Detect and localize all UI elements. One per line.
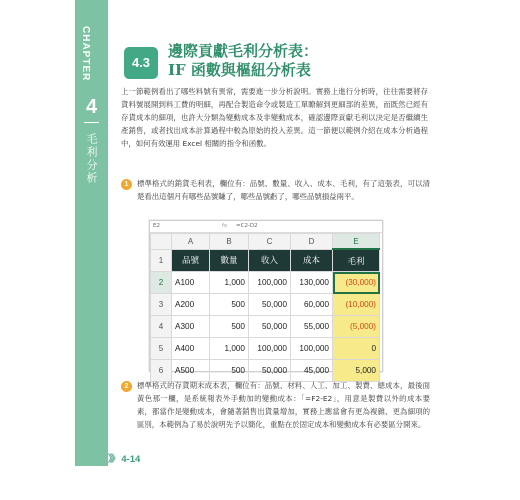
header-cell: 毛利 (333, 249, 380, 272)
table-header-row (151, 249, 380, 272)
note-text: 標準格式的存貨期末成本表，欄位有：品號、材料、人工、加工、製費、總成本，最後面黃色那一欄，是系統報表外手動加的變動成本：「=F2-E2」，用意是製費以外的成本要素，都當作是變動成本，會隨著銷售出貨量增加，實務上應當會有更為複雜、更為細項的區別，本範例為了易於說明先予以簡化，重點在於固定成本和變動成本有必要區分開來。 (137, 381, 430, 429)
column-header: A (172, 234, 210, 250)
cell: A100 (172, 272, 210, 294)
cell: 100,000 (291, 338, 333, 360)
cell: 0 (333, 338, 380, 360)
chapter-title: 毛利分析 (85, 133, 98, 185)
column-header: D (291, 234, 333, 250)
chapter-divider (84, 122, 99, 123)
cell: 50,000 (249, 294, 291, 316)
chapter-band (75, 0, 108, 466)
column-header: B (210, 234, 249, 250)
cell: 500 (210, 294, 249, 316)
header-cell: 成本 (291, 249, 333, 272)
formula-bar (150, 221, 382, 233)
row-number: 3 (151, 294, 172, 316)
section-title-line-2: IF 函數與樞紐分析表 (168, 61, 311, 79)
note-text: 標準格式的銷貨毛利表，欄位有：品號、數量、收入、成本、毛利，有了這張表，可以清楚看出這個月有哪些品號賺了，哪些品號虧了，哪些品號損益兩平。 (137, 179, 430, 201)
excel-screenshot (149, 220, 383, 375)
note-number-badge: 2 (121, 381, 132, 392)
column-header: C (249, 234, 291, 250)
cell: 1,000 (210, 338, 249, 360)
cell: (30,000) (333, 272, 380, 294)
cell: A500 (172, 360, 210, 382)
row-number: 5 (151, 338, 172, 360)
cell: A200 (172, 294, 210, 316)
row-number: 6 (151, 360, 172, 382)
column-header-row (151, 234, 380, 250)
chapter-word: CHAPTER (80, 26, 91, 82)
note-number-badge: 1 (121, 179, 132, 190)
cell: 60,000 (291, 294, 333, 316)
table-row (151, 294, 380, 316)
cell: 100,000 (249, 338, 291, 360)
page-footer (108, 451, 140, 465)
header-cell: 品號 (172, 249, 210, 272)
section-number-badge: 4.3 (124, 47, 158, 79)
table-row (151, 338, 380, 360)
cell: 130,000 (291, 272, 333, 294)
row-number: 1 (151, 249, 172, 272)
header-cell: 收入 (249, 249, 291, 272)
section-title-line-1: 邊際貢獻毛利分析表： (168, 42, 319, 60)
name-box: E2 (153, 223, 160, 229)
cell: A300 (172, 316, 210, 338)
cell: 500 (210, 360, 249, 382)
cell: (10,000) (333, 294, 380, 316)
cell: A400 (172, 338, 210, 360)
cell: 50,000 (249, 316, 291, 338)
formula-text: =C2-D2 (236, 223, 258, 229)
cell: 5,000 (333, 360, 380, 382)
row-number: 4 (151, 316, 172, 338)
section-title (168, 42, 318, 80)
fx-icon: fx (222, 223, 228, 229)
spreadsheet-grid (150, 233, 380, 382)
table-row (151, 360, 380, 382)
column-header: E (333, 234, 380, 250)
cell: 1,000 (210, 272, 249, 294)
page-arrows-icon: 》》 (108, 454, 119, 465)
corner-cell (151, 234, 172, 250)
cell: 500 (210, 316, 249, 338)
cell: (5,000) (333, 316, 380, 338)
cell: 50,000 (249, 360, 291, 382)
cell: 45,000 (291, 360, 333, 382)
cell: 55,000 (291, 316, 333, 338)
header-cell: 數量 (210, 249, 249, 272)
page-number: 4-14 (121, 454, 141, 465)
intro-paragraph: 上一節範例看出了哪些料號有異常，需要進一步分析說明。實務上進行分析時，往往需要將存貨料號展開到料工費的明細，再配合製造命令或製造工單瞭解到更細部的差異，而既然已經有存貨成本的細項，也許大分類為變動成本及非變動成本，確認邊際貢獻毛利以決定是否繼續生產銷售，或者找出成本計算過程中較為原始的投入差異。這一節便以範例介紹在成本分析過程中，如何有效運用 Excel 相關的指令和函數。 (121, 87, 428, 148)
row-number: 2 (151, 272, 172, 294)
note-item (121, 380, 430, 432)
table-row (151, 316, 380, 338)
note-item (121, 178, 430, 204)
cell: 100,000 (249, 272, 291, 294)
chapter-number: 4 (85, 96, 98, 118)
table-row (151, 272, 380, 294)
